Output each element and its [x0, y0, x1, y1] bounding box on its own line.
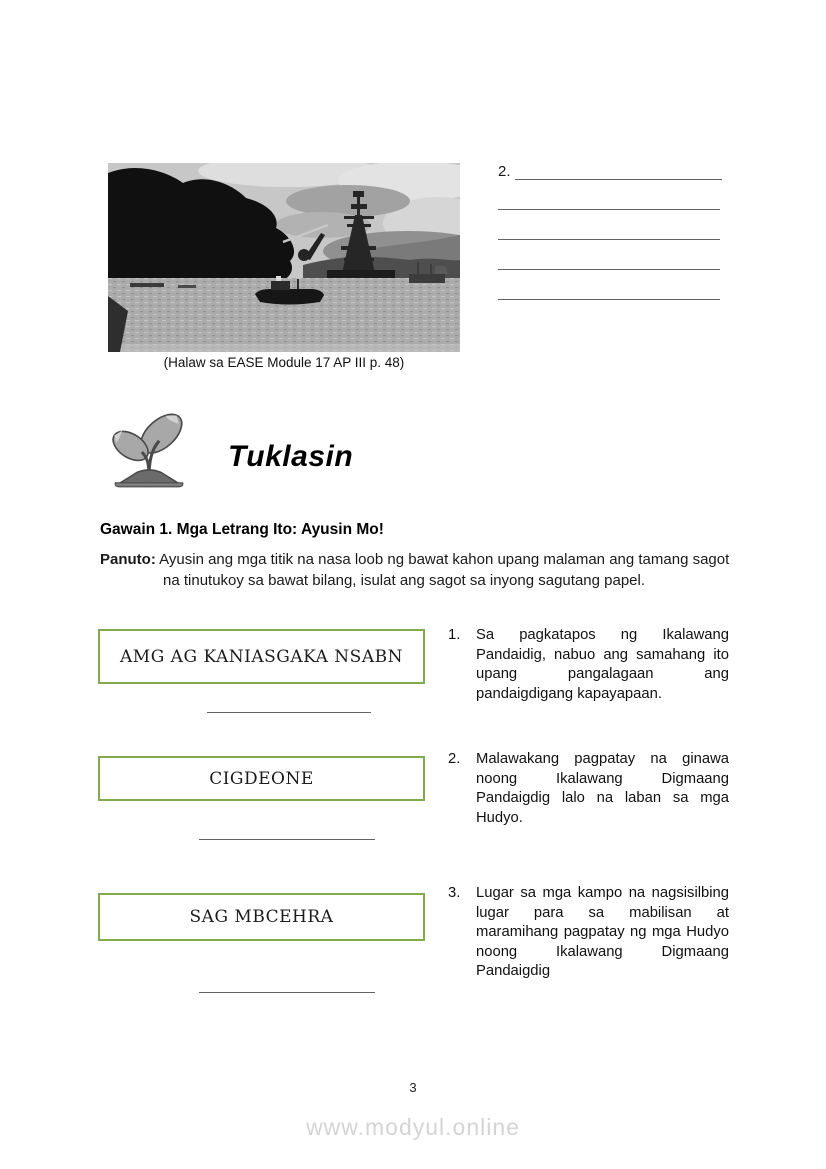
answer-blank-line: [498, 210, 720, 240]
clue-item-2: [448, 750, 729, 828]
page-number: 3: [409, 1080, 417, 1095]
panuto-text: Ayusin ang mga titik na nasa loob ng bawat kahon upang malaman ang tamang sagot na tinutukoy sa bawat bilang, isulat ang sagot sa inyong sagutang papel.: [155, 551, 730, 589]
battleship-photo-graphic: [108, 163, 460, 352]
clue-text: Lugar sa mga kampo na nagsisilbing lugar para sa mabilisan at maramihang pagpatay ng mga Hudyo noong Ikalawang Digmaang Pandaigdig: [476, 885, 729, 979]
clue-text: Sa pagkatapos ng Ikalawang Pandaidig, nabuo ang samahang ito upang pangalagaan ang pandaigdigang kapayapaan.: [476, 627, 729, 702]
answer-blank-2-label: 2.: [498, 163, 511, 180]
answer-blank-2: [498, 160, 722, 300]
answer-blank-line: [207, 703, 371, 713]
clue-number: 1.: [448, 627, 461, 643]
answer-blank-line: [515, 162, 722, 180]
clue-number: 2.: [448, 751, 461, 767]
clue-item-3: [448, 884, 729, 982]
panuto-label: Panuto:: [100, 551, 156, 568]
activity-heading: Gawain 1. Mga Letrang Ito: Ayusin Mo!: [100, 521, 384, 538]
answer-blank-line: [199, 830, 375, 840]
letter-box-1: AMG AG KANIASGAKA NSABN: [98, 629, 425, 684]
section-title: Tuklasin: [228, 440, 354, 473]
answer-blank-2-row: [498, 160, 722, 180]
activity-instructions: [100, 549, 730, 591]
photo-caption: (Halaw sa EASE Module 17 AP III p. 48): [163, 355, 405, 370]
clue-item-1: [448, 626, 729, 704]
answer-blank-line: [498, 240, 720, 270]
letter-box-3: SAG MBCEHRA: [98, 893, 425, 941]
answer-blank-line: [498, 180, 720, 210]
letter-box-2: CIGDEONE: [98, 756, 425, 801]
seedling-icon: [103, 403, 195, 495]
answer-blank-line: [498, 270, 720, 300]
clue-number: 3.: [448, 885, 461, 901]
clue-text: Malawakang pagpatay na ginawa noong Ikalawang Digmaang Pandaigdig lalo na laban sa mga Hudyo.: [476, 751, 729, 826]
battleship-photo: [108, 163, 460, 352]
watermark: www.modyul.online: [306, 1114, 520, 1140]
answer-blank-line: [199, 983, 375, 993]
